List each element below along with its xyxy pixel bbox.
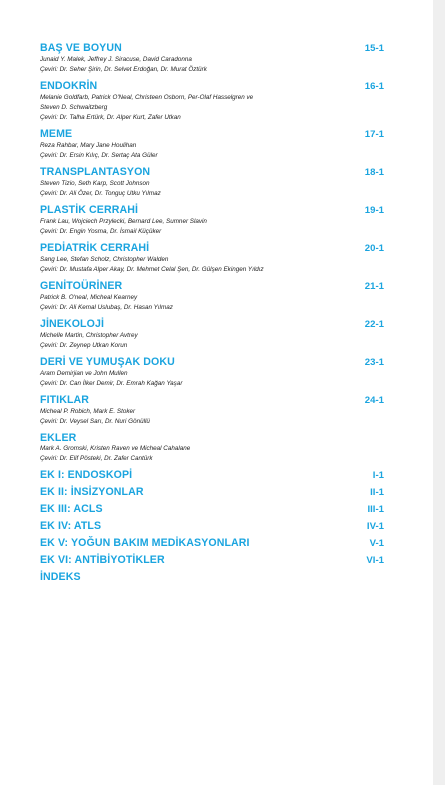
- toc-entry[interactable]: [40, 204, 388, 237]
- toc-entry-header: [40, 242, 388, 255]
- author-line: Micheal P. Robich, Mark E. Stoker: [40, 408, 136, 415]
- toc-entry-header: [40, 42, 388, 55]
- table-of-contents: [40, 42, 388, 587]
- page-number: 15-1: [364, 43, 384, 54]
- toc-entry-header: [40, 204, 388, 217]
- toc-entry[interactable]: [40, 280, 388, 313]
- author-line: Melanie Goldfarb, Patrick O'Neal, Christeen Osborn, Per-Olaf Hasselgren ve: [40, 94, 254, 101]
- chapter-title[interactable]: DERİ VE YUMUŞAK DOKU: [40, 356, 175, 368]
- translator-line: Çeviri: Dr. Engin Yosma, Dr. İsmail Küçüker: [40, 228, 162, 235]
- toc-appendix-header: [40, 520, 388, 533]
- author-line: Patrick B. O'neal, Micheal Kearney: [40, 294, 138, 301]
- page-number: IV-1: [366, 521, 384, 532]
- toc-appendix-header: [40, 469, 388, 482]
- translator-line: Çeviri: Dr. Ersin Kılıç, Dr. Sertaç Ata Güler: [40, 152, 158, 159]
- page-number: 21-1: [364, 281, 384, 292]
- toc-entry[interactable]: [40, 42, 388, 75]
- page-number: 23-1: [364, 357, 384, 368]
- toc-entry[interactable]: [40, 242, 388, 275]
- chapter-title[interactable]: PLASTİK CERRAHİ: [40, 204, 139, 216]
- toc-appendix-header: [40, 571, 388, 583]
- translator-line: Çeviri: Dr. Veysel Sarı, Dr. Nuri Gönüllü: [40, 418, 150, 425]
- page-number: 17-1: [364, 129, 384, 140]
- toc-entry-header: [40, 432, 388, 444]
- page-number: 19-1: [364, 205, 384, 216]
- toc-entry[interactable]: [40, 166, 388, 199]
- toc-appendix[interactable]: [40, 537, 388, 550]
- toc-entry-header: [40, 356, 388, 369]
- translator-line: Çeviri: Dr. Ali Özer, Dr. Tonguç Utku Yılmaz: [40, 190, 161, 197]
- author-line: Junaid Y. Malek, Jeffrey J. Siracuse, David Caradonna: [40, 56, 192, 63]
- author-line: Steven Tizio, Seth Karp, Scott Johnson: [40, 180, 150, 187]
- page-gutter: [433, 0, 445, 785]
- chapter-title[interactable]: MEME: [40, 128, 73, 140]
- chapter-title[interactable]: TRANSPLANTASYON: [40, 166, 151, 178]
- author-line: Frank Lau, Wojciech Przylecki, Bernard Lee, Sumner Slavin: [40, 218, 207, 225]
- toc-appendix-header: [40, 503, 388, 516]
- page-number: 16-1: [364, 81, 384, 92]
- toc-appendix-header: [40, 537, 388, 550]
- appendix-title[interactable]: EK II: İNSİZYONLAR: [40, 486, 144, 498]
- chapter-title[interactable]: EKLER: [40, 432, 77, 444]
- toc-entry[interactable]: [40, 80, 388, 123]
- toc-entry-header: [40, 280, 388, 293]
- translator-line: Çeviri: Dr. Zeynep Utkan Korun: [40, 342, 128, 349]
- page-number: VI-1: [366, 555, 384, 566]
- toc-appendix-header: [40, 554, 388, 567]
- author-line: Reza Rahbar, Mary Jane Houlihan: [40, 142, 137, 149]
- toc-entry-header: [40, 166, 388, 179]
- toc-entry[interactable]: [40, 128, 388, 161]
- author-line: Sang Lee, Stefan Scholz, Christopher Walden: [40, 256, 169, 263]
- translator-line: Çeviri: Dr. Talha Ertürk, Dr. Alper Kurt, Zafer Utkan: [40, 114, 181, 121]
- translator-line: Çeviri: Dr. Ali Kemal Uslubaş, Dr. Hasan Yılmaz: [40, 304, 173, 311]
- toc-appendix[interactable]: [40, 571, 388, 583]
- page-number: 20-1: [364, 243, 384, 254]
- toc-entry[interactable]: [40, 318, 388, 351]
- author-line: Aram Demirjian ve John Mullen: [40, 370, 128, 377]
- author-line: Mark A. Gromski, Kristen Raven ve Micheal Cahalane: [40, 445, 191, 452]
- toc-entry[interactable]: [40, 356, 388, 389]
- author-line: Steven D. Schwaitzberg: [40, 104, 108, 111]
- page-number: III-1: [367, 504, 384, 515]
- appendix-title[interactable]: EK I: ENDOSKOPİ: [40, 469, 133, 481]
- toc-appendix[interactable]: [40, 486, 388, 499]
- page-number: II-1: [370, 487, 384, 498]
- appendix-title[interactable]: EK IV: ATLS: [40, 520, 102, 532]
- page-number: I-1: [372, 470, 384, 481]
- toc-appendix[interactable]: [40, 520, 388, 533]
- appendix-title[interactable]: EK VI: ANTİBİYOTİKLER: [40, 554, 165, 566]
- toc-entry-header: [40, 128, 388, 141]
- translator-line: Çeviri: Dr. Seher Şirin, Dr. Selvet Erdoğan, Dr. Murat Öztürk: [40, 66, 207, 73]
- chapter-title[interactable]: GENİTOÜRİNER: [40, 280, 123, 292]
- toc-appendix[interactable]: [40, 503, 388, 516]
- toc-appendix-header: [40, 486, 388, 499]
- toc-entry-header: [40, 80, 388, 93]
- appendix-title[interactable]: EK V: YOĞUN BAKIM MEDİKASYONLARI: [40, 537, 250, 549]
- page-number: 24-1: [364, 395, 384, 406]
- page-number: V-1: [369, 538, 384, 549]
- toc-entry-header: [40, 394, 388, 407]
- appendix-title[interactable]: İNDEKS: [40, 571, 81, 583]
- toc-entry-header: [40, 318, 388, 331]
- chapter-title[interactable]: ENDOKRİN: [40, 80, 98, 92]
- translator-line: Çeviri: Dr. Can İlker Demir, Dr. Emrah Kağan Yaşar: [40, 380, 183, 387]
- toc-appendix[interactable]: [40, 554, 388, 567]
- page-number: 22-1: [364, 319, 384, 330]
- chapter-title[interactable]: PEDİATRİK CERRAHİ: [40, 242, 150, 254]
- chapter-title[interactable]: BAŞ VE BOYUN: [40, 42, 122, 54]
- page-number: 18-1: [364, 167, 384, 178]
- toc-entry[interactable]: [40, 432, 388, 464]
- author-line: Michelle Martin, Christopher Avtrey: [40, 332, 138, 339]
- appendix-title[interactable]: EK III: ACLS: [40, 503, 103, 515]
- toc-appendix[interactable]: [40, 469, 388, 482]
- translator-line: Çeviri: Dr. Elif Pösteki, Dr. Zafer Cantürk: [40, 455, 153, 462]
- chapter-title[interactable]: JİNEKOLOJİ: [40, 318, 104, 330]
- translator-line: Çeviri: Dr. Mustafa Alper Akay, Dr. Mehmet Celal Şen, Dr. Gülşen Ekingen Yıldız: [40, 266, 264, 273]
- toc-entry[interactable]: [40, 394, 388, 427]
- chapter-title[interactable]: FITIKLAR: [40, 394, 90, 406]
